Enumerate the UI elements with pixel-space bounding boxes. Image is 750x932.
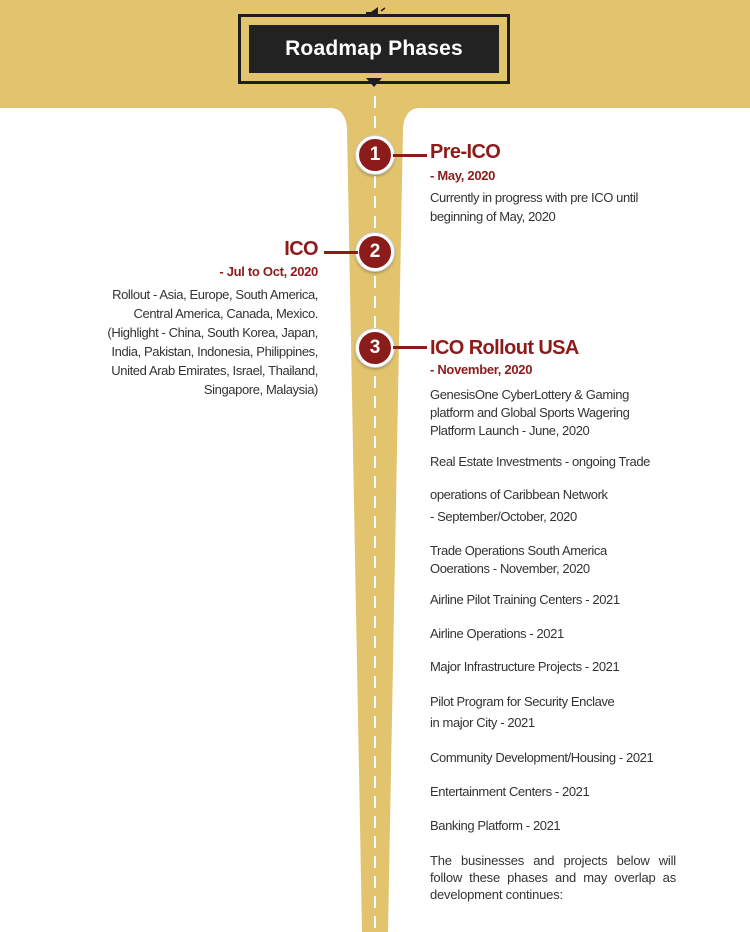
phase-3-item: - September/October, 2020: [430, 509, 577, 524]
description-line: beginning of May, 2020: [430, 209, 556, 224]
phase-3-connector: [393, 346, 427, 349]
phase-3-item: Platform Launch - June, 2020: [430, 423, 590, 438]
description-line: (Highlight - China, South Korea, Japan,: [107, 325, 318, 340]
description-line: Singapore, Malaysia): [203, 382, 318, 397]
phase-3-item: Trade Operations South America: [430, 543, 607, 558]
phase-3-item: Ooerations - November, 2020: [430, 561, 590, 576]
phase-1-connector: [393, 154, 427, 157]
phase-3-item: GenesisOne CyberLottery & Gaming: [430, 387, 629, 402]
phase-3-item: Pilot Program for Security Enclave: [430, 694, 615, 709]
description-line: United Arab Emirates, Israel, Thailand,: [111, 363, 318, 378]
header-plate: [249, 25, 499, 73]
phase-3-item: Airline Operations - 2021: [430, 626, 564, 641]
description-line: Central America, Canada, Mexico.: [133, 306, 318, 321]
phase-2-title: ICO: [284, 238, 318, 260]
page-title: Roadmap Phases: [285, 37, 463, 60]
phase-3-badge: 3: [356, 329, 394, 367]
phase-3-item: in major City - 2021: [430, 715, 535, 730]
description-line: Rollout - Asia, Europe, South America,: [112, 287, 318, 302]
phase-3-item: platform and Global Sports Wagering: [430, 405, 630, 420]
phase-2-description: [40, 285, 318, 399]
phase-1-date: - May, 2020: [430, 168, 496, 183]
header-pointer: [366, 78, 382, 87]
phase-1-badge: 1: [356, 136, 394, 174]
phase-3-item: Real Estate Investments - ongoing Trade: [430, 454, 650, 469]
phase-3-date: - November, 2020: [430, 362, 533, 377]
phase-2-connector: [324, 251, 358, 254]
phase-2-date: - Jul to Oct, 2020: [219, 264, 318, 279]
phase-3-item: Community Development/Housing - 2021: [430, 750, 654, 765]
phase-3-item: Airline Pilot Training Centers - 2021: [430, 592, 620, 607]
phase-2-badge: 2: [356, 233, 394, 271]
phase-3-item: Entertainment Centers - 2021: [430, 784, 590, 799]
header-banner: [238, 14, 510, 84]
phase-1-description: [430, 188, 680, 226]
phase-1-title: Pre-ICO: [430, 141, 501, 163]
phase-3-item: operations of Caribbean Network: [430, 487, 608, 502]
phase-3-closing-note: The businesses and projects below will follow these phases and may overlap as development continues:: [430, 853, 676, 902]
phase-3-item: Major Infrastructure Projects - 2021: [430, 659, 620, 674]
phase-3-title: ICO Rollout USA: [430, 337, 579, 359]
description-line: India, Pakistan, Indonesia, Philippines,: [111, 344, 318, 359]
phase-3-item: Banking Platform - 2021: [430, 818, 561, 833]
description-line: Currently in progress with pre ICO until: [430, 190, 638, 205]
